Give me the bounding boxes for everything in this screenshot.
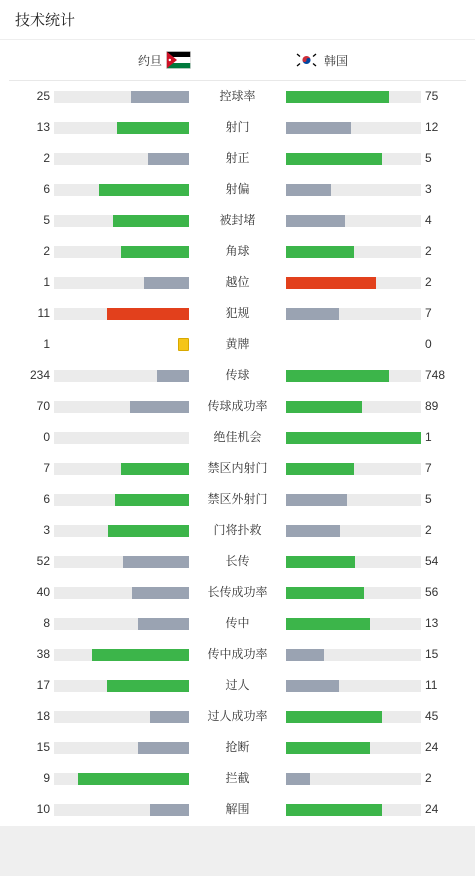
stat-label: 传球成功率 [207, 399, 268, 413]
away-stat-bar [286, 215, 421, 227]
away-stat-value: 3 [425, 182, 432, 196]
stat-label: 长传成功率 [207, 585, 268, 599]
away-stat-bar [286, 804, 421, 816]
stat-row [0, 112, 475, 143]
away-team-name: 韩国 [324, 53, 349, 68]
away-stat-bar [286, 122, 421, 134]
away-stat-bar-fill [286, 432, 421, 444]
home-stat-bar-fill [107, 680, 189, 692]
away-stat-value: 54 [425, 554, 439, 568]
stat-label: 传中 [225, 616, 250, 630]
away-stat-bar-fill [286, 401, 362, 413]
away-stat-bar [286, 308, 421, 320]
away-stat-bar [286, 711, 421, 723]
stat-row [0, 298, 475, 329]
away-stat-bar-fill [286, 246, 354, 258]
home-stat-value: 70 [36, 399, 50, 413]
home-stat-bar-fill [138, 618, 189, 630]
away-stat-bar [286, 494, 421, 506]
home-stat-bar [54, 153, 189, 165]
home-stat-value: 25 [36, 89, 50, 103]
stat-label: 黄牌 [225, 337, 250, 351]
away-stat-value: 45 [425, 709, 439, 723]
home-stat-value: 3 [43, 523, 50, 537]
home-stat-bar-fill [113, 215, 189, 227]
stat-label: 传中成功率 [207, 647, 268, 661]
stat-row [0, 360, 475, 391]
home-stat-value: 40 [36, 585, 50, 599]
home-stat-value: 52 [36, 554, 50, 568]
home-stat-bar-fill [108, 525, 189, 537]
away-stat-bar-fill [286, 773, 310, 785]
away-stat-bar [286, 463, 421, 475]
away-stat-bar [286, 525, 421, 537]
home-stat-bar [54, 773, 189, 785]
stat-row [0, 639, 475, 670]
home-stat-bar [54, 432, 189, 444]
stat-label: 角球 [225, 244, 250, 258]
stat-label: 过人 [225, 678, 250, 692]
home-stat-value: 13 [36, 120, 50, 134]
away-stat-bar-fill [286, 153, 382, 165]
home-stat-bar-fill [123, 556, 189, 568]
home-stat-bar [54, 618, 189, 630]
section-title: 技术统计 [15, 12, 76, 29]
away-stat-value: 12 [425, 120, 439, 134]
stat-label: 禁区内射门 [207, 461, 268, 475]
home-stat-bar-fill [107, 308, 189, 320]
away-stat-bar [286, 370, 421, 382]
away-stat-bar-fill [286, 215, 345, 227]
home-stat-bar [54, 556, 189, 568]
home-stat-value: 0 [43, 430, 50, 444]
home-stat-bar [54, 91, 189, 103]
home-stat-value: 2 [43, 244, 50, 258]
home-stat-bar [54, 463, 189, 475]
home-stat-bar [54, 680, 189, 692]
away-stat-value: 89 [425, 399, 439, 413]
away-stat-bar-fill [286, 680, 339, 692]
away-stat-bar [286, 91, 421, 103]
home-stat-bar [54, 246, 189, 258]
stat-row [0, 701, 475, 732]
home-stat-value: 11 [37, 306, 50, 320]
away-stat-bar [286, 153, 421, 165]
stat-label: 射正 [225, 151, 250, 165]
section-header [0, 0, 475, 40]
stat-row [0, 732, 475, 763]
stat-label: 越位 [225, 275, 250, 289]
away-stat-bar [286, 742, 421, 754]
away-stat-bar-fill [286, 277, 376, 289]
home-stat-bar [54, 742, 189, 754]
away-stat-bar-fill [286, 184, 331, 196]
stat-label: 被封堵 [219, 213, 256, 227]
home-stat-bar-fill [150, 804, 189, 816]
away-stat-value: 2 [425, 523, 432, 537]
stat-row [0, 670, 475, 701]
stat-row [0, 391, 475, 422]
stat-label: 门将扑救 [213, 523, 262, 537]
away-stat-value: 748 [425, 368, 446, 382]
away-stat-bar [286, 401, 421, 413]
home-stat-bar-fill [150, 711, 189, 723]
teams-row [9, 40, 466, 81]
home-stat-value: 1 [43, 275, 50, 289]
home-stat-bar [54, 122, 189, 134]
away-stat-bar [286, 773, 421, 785]
home-stat-bar [54, 804, 189, 816]
away-stat-bar [286, 649, 421, 661]
stat-row [0, 763, 475, 794]
away-stat-value: 5 [425, 151, 432, 165]
home-stat-bar-fill [99, 184, 189, 196]
away-stat-bar-fill [286, 308, 339, 320]
stat-label: 绝佳机会 [213, 430, 262, 444]
home-stat-bar [54, 215, 189, 227]
home-stat-bar [54, 370, 189, 382]
home-stat-value: 15 [36, 740, 50, 754]
stat-row [0, 329, 475, 360]
away-stat-value: 2 [425, 244, 432, 258]
south-korea-flag-icon [294, 51, 319, 69]
away-stat-value: 0 [425, 337, 432, 351]
stat-row [0, 205, 475, 236]
home-stat-bar-fill [115, 494, 189, 506]
home-stat-value: 17 [36, 678, 50, 692]
home-stat-bar [54, 494, 189, 506]
away-stat-bar-fill [286, 804, 382, 816]
stat-label: 射偏 [225, 182, 250, 196]
stat-label: 控球率 [219, 89, 256, 103]
away-stat-bar-fill [286, 122, 351, 134]
stat-row [0, 577, 475, 608]
home-stat-bar-fill [132, 587, 189, 599]
away-stat-bar [286, 184, 421, 196]
stat-label: 射门 [225, 120, 250, 134]
stat-label: 犯规 [225, 306, 250, 320]
home-stat-bar-fill [92, 649, 189, 661]
stat-label: 抢断 [225, 740, 250, 754]
stat-row [0, 453, 475, 484]
away-stat-bar [286, 277, 421, 289]
home-stat-bar-fill [144, 277, 189, 289]
home-stat-value: 2 [43, 151, 50, 165]
home-stat-bar-fill [121, 463, 189, 475]
stat-row [0, 608, 475, 639]
yellow-card-icon [178, 338, 189, 351]
jordan-flag-icon [166, 51, 191, 69]
away-stat-bar-fill [286, 711, 382, 723]
away-stat-value: 4 [425, 213, 432, 227]
home-stat-bar-fill [78, 773, 189, 785]
home-stat-bar-fill [157, 370, 189, 382]
away-stat-bar-fill [286, 587, 364, 599]
stat-row [0, 267, 475, 298]
stat-row [0, 794, 475, 825]
home-stat-value: 9 [43, 771, 50, 785]
away-stat-value: 24 [425, 740, 439, 754]
away-stat-bar [286, 432, 421, 444]
away-stat-bar-fill [286, 91, 389, 103]
stat-row [0, 236, 475, 267]
away-stat-bar-fill [286, 494, 347, 506]
home-stat-bar [54, 184, 189, 196]
away-stat-bar [286, 618, 421, 630]
stat-label: 过人成功率 [207, 709, 268, 723]
away-stat-value: 2 [425, 771, 432, 785]
home-stat-bar [54, 587, 189, 599]
stat-row [0, 81, 475, 112]
stats-list [0, 81, 475, 825]
away-stat-bar [286, 587, 421, 599]
away-stat-value: 1 [425, 430, 432, 444]
stat-row [0, 515, 475, 546]
away-stat-value: 13 [425, 616, 439, 630]
home-stat-bar-fill [121, 246, 189, 258]
away-stat-bar-fill [286, 525, 340, 537]
away-stat-value: 5 [425, 492, 432, 506]
away-stat-bar [286, 680, 421, 692]
stat-label: 禁区外射门 [207, 492, 268, 506]
away-stat-value: 11 [425, 678, 438, 692]
away-stat-bar-fill [286, 463, 354, 475]
home-stat-value: 8 [43, 616, 50, 630]
home-stat-value: 18 [36, 709, 50, 723]
away-stat-value: 24 [425, 802, 439, 816]
home-stat-bar-fill [131, 91, 189, 103]
away-stat-value: 15 [425, 647, 439, 661]
home-stat-bar [54, 649, 189, 661]
away-stat-value: 2 [425, 275, 432, 289]
away-stat-bar-fill [286, 649, 324, 661]
away-stat-bar-fill [286, 742, 370, 754]
away-stat-bar [286, 556, 421, 568]
home-stat-value: 6 [43, 492, 50, 506]
home-stat-value: 7 [43, 461, 50, 475]
away-stat-value: 7 [425, 461, 432, 475]
home-stat-value: 10 [36, 802, 50, 816]
home-stat-value: 6 [43, 182, 50, 196]
home-stat-bar-fill [138, 742, 189, 754]
away-stat-bar-fill [286, 556, 355, 568]
home-stat-bar-fill [148, 153, 189, 165]
away-stat-value: 75 [425, 89, 439, 103]
home-stat-bar [54, 711, 189, 723]
away-stat-bar-fill [286, 618, 370, 630]
away-stat-value: 7 [425, 306, 432, 320]
home-stat-value: 1 [43, 337, 50, 351]
stat-row [0, 143, 475, 174]
away-stat-bar [286, 246, 421, 258]
home-stat-bar [54, 401, 189, 413]
home-team-name: 约旦 [137, 53, 162, 68]
home-stat-bar [54, 525, 189, 537]
stat-row [0, 174, 475, 205]
home-stat-bar-fill [130, 401, 189, 413]
stat-row [0, 484, 475, 515]
stat-row [0, 546, 475, 577]
home-stat-value: 38 [36, 647, 50, 661]
stat-label: 拦截 [225, 771, 250, 785]
home-stat-value: 5 [43, 213, 50, 227]
stat-label: 解围 [225, 802, 250, 816]
away-stat-bar-fill [286, 370, 389, 382]
away-stat-value: 56 [425, 585, 439, 599]
away-team[interactable] [294, 51, 348, 69]
home-stat-value: 234 [29, 368, 50, 382]
home-stat-bar [54, 277, 189, 289]
stat-label: 长传 [225, 554, 250, 568]
stat-row [0, 422, 475, 453]
home-stat-bar-fill [117, 122, 189, 134]
stat-label: 传球 [225, 368, 250, 382]
home-team[interactable] [138, 51, 191, 69]
home-stat-bar [54, 308, 189, 320]
